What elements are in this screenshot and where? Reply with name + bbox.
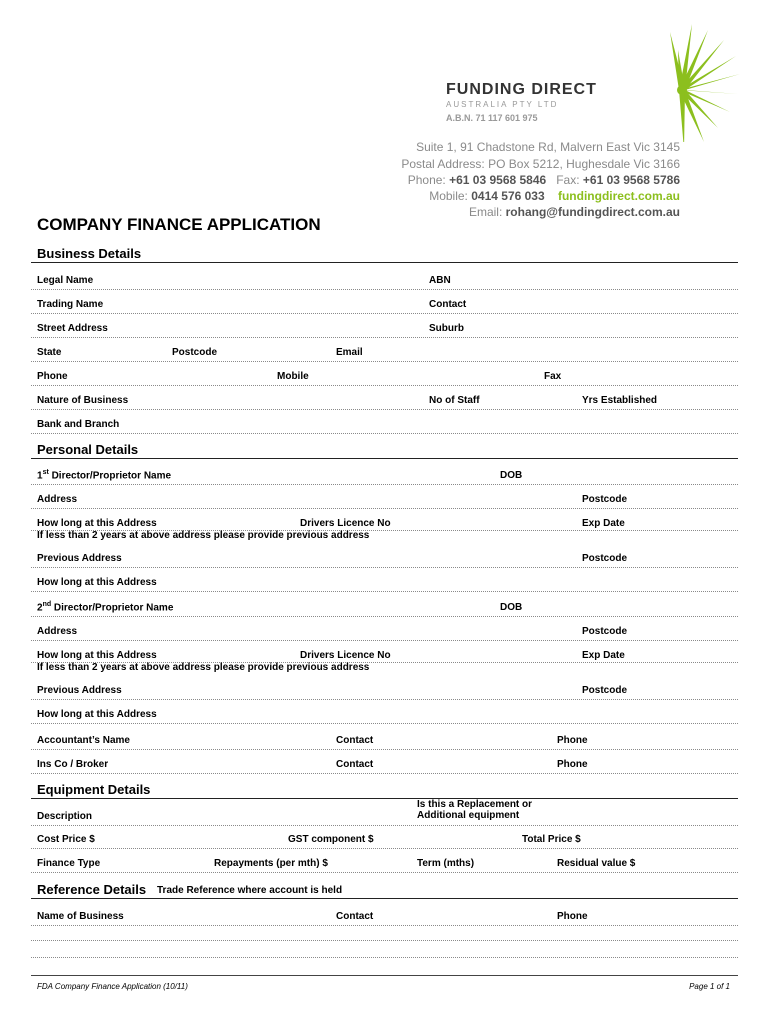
director2-previous-how-long-label: How long at this Address [37,709,157,720]
phone-field[interactable] [31,385,738,386]
accountant-name-label: Accountant’s Name [37,735,130,746]
accountant-contact-label: Contact [336,735,374,746]
brand-subtitle: AUSTRALIA PTY LTD [446,100,559,109]
insco-field[interactable] [31,773,738,774]
accountant-field[interactable] [31,749,738,750]
director2-previous-postcode-label: Postcode [582,685,628,696]
replacement-question-line2: Additional equipment [417,810,520,821]
director2-address-label: Address [37,626,78,637]
office-email[interactable]: rohang@fundingdirect.com.au [505,205,680,219]
director2-how-long-label: How long at this Address [37,650,157,661]
reference-row2-field[interactable] [31,940,738,941]
reference-details-heading: Reference Details [37,882,147,897]
bank-field[interactable] [31,433,738,434]
equipment-details-heading: Equipment Details [37,782,151,797]
director2-name-field[interactable] [31,616,738,617]
nature-of-business-label: Nature of Business [37,395,129,406]
reference-row3-field[interactable] [31,957,738,958]
reference-subheading: Trade Reference where account is held [157,885,343,896]
total-price-label: Total Price $ [522,834,581,845]
director1-how-long-label: How long at this Address [37,518,157,529]
director2-name-label: 2nd Director/Proprietor Name [37,601,174,614]
director2-previous-notice: If less than 2 years at above address please provide previous address [37,662,370,673]
email-line: Email: rohang@fundingdirect.com.au [468,205,680,219]
footer-divider [31,975,738,976]
director2-exp-label: Exp Date [582,650,625,661]
director1-previous-how-long-field[interactable] [31,591,738,592]
description-label: Description [37,811,93,822]
term-label: Term (mths) [417,858,475,869]
mobile-label: Mobile [277,371,309,382]
reference-business-name-label: Name of Business [37,911,124,922]
director1-name-field[interactable] [31,484,738,485]
state-field[interactable] [31,361,738,362]
brand-abn: A.B.N. 71 117 601 975 [446,113,538,123]
director1-previous-postcode-label: Postcode [582,553,628,564]
director1-exp-label: Exp Date [582,518,625,529]
director1-address-field[interactable] [31,508,738,509]
director2-dob-label: DOB [500,602,523,613]
brand-name: FUNDING DIRECT [446,81,597,98]
legal-name-label: Legal Name [37,275,94,286]
phone-fax-line: Phone: +61 03 9568 5846 Fax: +61 03 9568 5786 [407,173,680,187]
state-label: State [37,347,62,358]
legal-name-field[interactable] [31,289,738,290]
director1-name-label: 1st Director/Proprietor Name [37,469,172,482]
postcode-label: Postcode [172,347,218,358]
director2-previous-address-label: Previous Address [37,685,122,696]
section-divider [31,798,738,799]
personal-details-heading: Personal Details [37,442,139,457]
page-title: COMPANY FINANCE APPLICATION [37,215,321,234]
website-link[interactable]: fundingdirect.com.au [557,189,680,203]
director1-address-label: Address [37,494,78,505]
reference-phone-label: Phone [557,911,588,922]
contact-label: Contact [429,299,467,310]
section-divider [31,898,738,899]
insco-broker-label: Ins Co / Broker [37,759,109,770]
office-fax: +61 03 9568 5786 [582,173,680,187]
director1-previous-address-field[interactable] [31,567,738,568]
office-mobile: 0414 576 033 [471,189,545,203]
director2-postcode-label: Postcode [582,626,628,637]
footer-form-id: FDA Company Finance Application (10/11) [37,982,188,991]
email-label: Email [336,347,363,358]
director2-address-field[interactable] [31,640,738,641]
replacement-question-line1: Is this a Replacement or [417,799,533,810]
director1-previous-notice: If less than 2 years at above address please provide previous address [37,530,370,541]
section-divider [31,458,738,459]
business-details-heading: Business Details [37,246,142,261]
director1-previous-address-label: Previous Address [37,553,122,564]
reference-row1-field[interactable] [31,925,738,926]
repayments-label: Repayments (per mth) $ [214,858,328,869]
funding-direct-logo-icon [640,12,740,142]
director1-postcode-label: Postcode [582,494,628,505]
director2-previous-address-field[interactable] [31,699,738,700]
finance-type-label: Finance Type [37,858,101,869]
suburb-label: Suburb [429,323,464,334]
cost-price-label: Cost Price $ [37,834,95,845]
footer-page-number: Page 1 of 1 [689,982,730,991]
bank-branch-label: Bank and Branch [37,419,120,430]
director2-licence-label: Drivers Licence No [300,650,391,661]
director1-previous-how-long-label: How long at this Address [37,577,157,588]
finance-type-field[interactable] [31,872,738,873]
insco-contact-label: Contact [336,759,374,770]
trading-name-field[interactable] [31,313,738,314]
street-address-label: Street Address [37,323,108,334]
accountant-phone-label: Phone [557,735,588,746]
mobile-web-line: Mobile: 0414 576 033 fundingdirect.com.au [429,189,680,203]
phone-label: Phone [37,371,68,382]
office-address: Suite 1, 91 Chadstone Rd, Malvern East Vic 3145 [416,140,680,154]
insco-phone-label: Phone [557,759,588,770]
postal-address: Postal Address: PO Box 5212, Hughesdale Vic 3166 [401,157,680,171]
reference-contact-label: Contact [336,911,374,922]
fax-label: Fax [544,371,562,382]
trading-name-label: Trading Name [37,299,104,310]
director1-licence-label: Drivers Licence No [300,518,391,529]
yrs-established-label: Yrs Established [582,395,658,406]
director1-dob-label: DOB [500,470,523,481]
description-field[interactable] [31,825,738,826]
street-address-field[interactable] [31,337,738,338]
no-of-staff-label: No of Staff [429,395,480,406]
nature-field[interactable] [31,409,738,410]
cost-price-field[interactable] [31,848,738,849]
gst-component-label: GST component $ [288,834,374,845]
office-phone: +61 03 9568 5846 [449,173,547,187]
residual-value-label: Residual value $ [557,858,636,869]
abn-label: ABN [429,275,451,286]
director2-previous-how-long-field[interactable] [31,723,738,724]
section-divider [31,262,738,263]
